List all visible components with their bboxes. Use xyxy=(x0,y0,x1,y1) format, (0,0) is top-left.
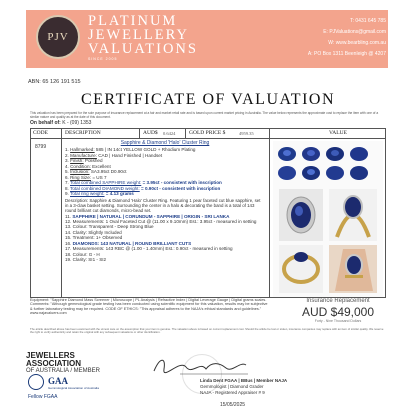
item-code: 8799 xyxy=(35,144,47,150)
brand-line-3: VALUATIONS xyxy=(88,41,198,57)
spec-value: 585 | IN 14ct YELLOW GOLD + Rhodium Plating xyxy=(95,147,196,153)
spec-label: Total ring weight: xyxy=(70,191,105,197)
spec-row xyxy=(65,191,265,196)
spec-number: 6. xyxy=(65,174,71,180)
spec-value: Excellent xyxy=(92,163,111,169)
divider xyxy=(61,129,62,297)
col-aud-value: 0.6424 xyxy=(163,131,176,136)
spec-value: Measurements: 143 RBC @ (1.00 - 1.40mm) Est.: 0.90ct - measured in setting xyxy=(72,246,233,252)
sapphire-photo-5 xyxy=(278,166,296,180)
logo-initials: PJV xyxy=(47,31,69,43)
gem-spec-list xyxy=(65,214,265,263)
spec-label: Ring Size: xyxy=(70,174,92,180)
spec-label: Condition: xyxy=(70,163,91,169)
spec-number: 13. xyxy=(65,224,73,230)
spec-number: 5. xyxy=(65,169,71,175)
col-gold-label: GOLD PRICE $ xyxy=(189,130,226,136)
signer-role-1: Gemmologist | Diamond Grader xyxy=(200,383,264,389)
ring-photo-top xyxy=(329,189,377,241)
behalf-value: K - (09) 1353 xyxy=(62,120,92,126)
spec-label: Total combined SAPPHIRE weight: xyxy=(70,180,142,186)
spec-number: 3. xyxy=(65,158,71,164)
jaa-line-1: JEWELLERS xyxy=(26,351,75,360)
ring-photo-front xyxy=(279,189,323,241)
spec-number: 12. xyxy=(65,218,73,224)
spec-value: DIAMONDS: 143 NATURAL | ROUND BRILLIANT CUTS xyxy=(72,240,192,246)
spec-value: = 3.95ct - consistent with inscription xyxy=(142,180,222,186)
col-code: CODE xyxy=(33,130,48,136)
signer-block xyxy=(200,378,287,395)
sapphire-photo-8 xyxy=(350,166,368,180)
valuation-table xyxy=(30,128,386,298)
item-heading: Sapphire & Diamond 'Halo' Cluster Ring xyxy=(120,140,210,146)
disclaimer-text: The article described above has been examined with the utmost care on the assumption that your item is genuine. The valuation above is based on current replacement cost. Should the article be lost or stolen, insurance companies may replace with an item of similar quality. We reserve the right to verify authenticity and retain the original with any subsequent valuations or other identification. xyxy=(30,327,384,335)
signer-role-2: NAJA - Registered Appraiser # 9 xyxy=(200,389,265,395)
table-header xyxy=(31,129,385,139)
sapphire-photo-6 xyxy=(302,166,320,180)
spec-number: 8. xyxy=(65,185,71,191)
contact-block xyxy=(308,16,386,60)
spec-value: SAPPHIRE | NATURAL | CORUNDUM - SAPPHIRE | ORIGIN - SRI LANKA xyxy=(72,213,230,219)
spec-number: 17. xyxy=(65,246,73,252)
spec-number: 9. xyxy=(65,191,71,197)
spec-value: CAD | Hand Finished | Handset xyxy=(98,152,163,158)
on-behalf-of xyxy=(30,120,91,126)
spec-row xyxy=(65,257,265,262)
certificate-title: CERTIFICATE OF VALUATION xyxy=(80,91,335,108)
spec-value: Colour: Transparent - Deep Strong Blue xyxy=(72,224,154,230)
spec-number: 19. xyxy=(65,257,73,263)
spec-value: = 0.90ct - consistent with inscription xyxy=(141,185,221,191)
fellow-badge: Fellow FGAA xyxy=(28,394,58,400)
spec-value: Treatment: 1+ Observed xyxy=(72,235,123,241)
divider xyxy=(185,129,186,139)
ring-photos xyxy=(273,141,383,297)
spec-number: 14. xyxy=(65,229,73,235)
spec-label: Manufacture: xyxy=(70,152,97,158)
insurance-amount: AUD $49,000 xyxy=(301,305,375,319)
item-description-paragraph: Description: Sapphire & Diamond 'Halo' Cluster Ring. Featuring 1 pear faceted cut blue sapphire, set in a 3-claw basket setting. Surrounding the center in a halo & decorating the band is a total of 143 round brilliant cut diamonds, micro-bead set. xyxy=(65,197,261,213)
spec-number: 1. xyxy=(65,147,71,153)
gaa-emblem-icon xyxy=(28,374,44,390)
spec-number: 4. xyxy=(65,163,71,169)
col-description: DESCRIPTION xyxy=(65,130,101,136)
behalf-label: On behalf of: xyxy=(30,120,61,126)
insurance-amount-words: Forty - Nine Thousand Dollars xyxy=(314,319,362,323)
col-aud-label: AUD$ xyxy=(143,130,158,136)
ring-photo-side xyxy=(279,245,323,293)
intro-text: This valuation has been prepared for the sole purpose of insurance replacement at a fair and market retail rate and is based upon current market pricing in Australia. The value below represents the approximate cost to replace the item with one of a similar nature and quality as at the date of this document. xyxy=(30,111,379,119)
spec-value: = US 7 xyxy=(92,174,107,180)
spec-value: SA3.95ct D0.90ct xyxy=(90,169,127,175)
contact-email: E: PJValuations@gmail.com xyxy=(323,29,386,35)
gaa-sub: Gemmological Association of Australia xyxy=(48,386,99,390)
brand-line-1: PLATINUM xyxy=(88,13,178,29)
jaa-logo xyxy=(26,352,100,375)
spec-number: 16. xyxy=(65,240,73,246)
spec-number: 18. xyxy=(65,251,73,257)
ring-photo-hand xyxy=(329,245,377,293)
spec-value: Polished xyxy=(84,158,103,164)
col-value: VALUE xyxy=(329,130,347,136)
certificate-date: 15/05/2025 xyxy=(220,402,246,408)
signer-name: Linda Dent FGAA | BBus | Member NAJA xyxy=(200,378,288,383)
equipment-comments: Equipment: "Sapphire Diamond Mass Screener | Microscope | PL Analysis | Refractive Index | Digital Leverage Gauge | Digital grams scales. Comments: "Although gemmological grade testing has been conducted using scientific equipment for this valuation, results may be subjective & further laboratory testing may be required. CODE OF ETHICS: "This appraisal adheres to the NAJA's ethical standards and guidelines." www.najavaluers.com xyxy=(30,298,268,316)
spec-value: Clarity: Slightly Included xyxy=(72,229,122,235)
contact-web: W: www.bearbling.com.au xyxy=(328,40,386,46)
item-spec-list xyxy=(65,147,265,196)
spec-value: Measurements: 1 Oval Faceted Cut @ (11.00 x 9.10mm) Est.: 3.95ct - measured in setting xyxy=(72,218,257,224)
signature xyxy=(150,355,250,375)
brand-tagline: SINCE 2005 xyxy=(88,57,118,61)
spec-value: = 4.13 grams xyxy=(105,191,134,197)
sapphire-photo-4 xyxy=(350,147,368,161)
spec-number: 7. xyxy=(65,180,71,186)
sapphire-photo-3 xyxy=(326,147,344,161)
spec-label: Inclusion: xyxy=(70,169,90,175)
sapphire-photo-7 xyxy=(326,166,344,180)
spec-number: 2. xyxy=(65,152,71,158)
spec-label: Hallmarked: xyxy=(70,147,95,153)
sapphire-photo-1 xyxy=(278,147,296,161)
spec-number: 15. xyxy=(65,235,73,241)
jaa-line-2: ASSOCIATION xyxy=(26,359,81,368)
insurance-label: Insurance Replacement xyxy=(306,298,370,304)
brand-name xyxy=(88,14,198,56)
jaa-line-3: OF AUSTRALIA / MEMBER xyxy=(26,368,101,374)
insurance-box xyxy=(290,298,386,323)
company-logo xyxy=(36,15,80,59)
divider xyxy=(139,129,140,139)
spec-label: Finish: xyxy=(70,158,84,164)
sapphire-photo-2 xyxy=(302,147,320,161)
item-description xyxy=(65,139,265,263)
contact-phone: T: 0431 645 785 xyxy=(350,18,386,24)
spec-value: Clarity: SI1 - SI2 xyxy=(72,257,107,263)
gaa-name: GAA xyxy=(48,376,68,386)
spec-number: 11. xyxy=(65,213,73,219)
spec-value: Colour: G - H xyxy=(72,251,100,257)
contact-address: A: PO Box 1311 Beenleigh @ 4207 xyxy=(307,51,386,57)
abn-number: ABN: 65 126 191 515 xyxy=(28,79,81,85)
brand-line-2: JEWELLERY xyxy=(88,27,189,43)
spec-label: Total combined DIAMOND weight: xyxy=(70,185,140,191)
col-gold-value: 4959.35 xyxy=(239,131,254,136)
divider xyxy=(269,129,270,297)
